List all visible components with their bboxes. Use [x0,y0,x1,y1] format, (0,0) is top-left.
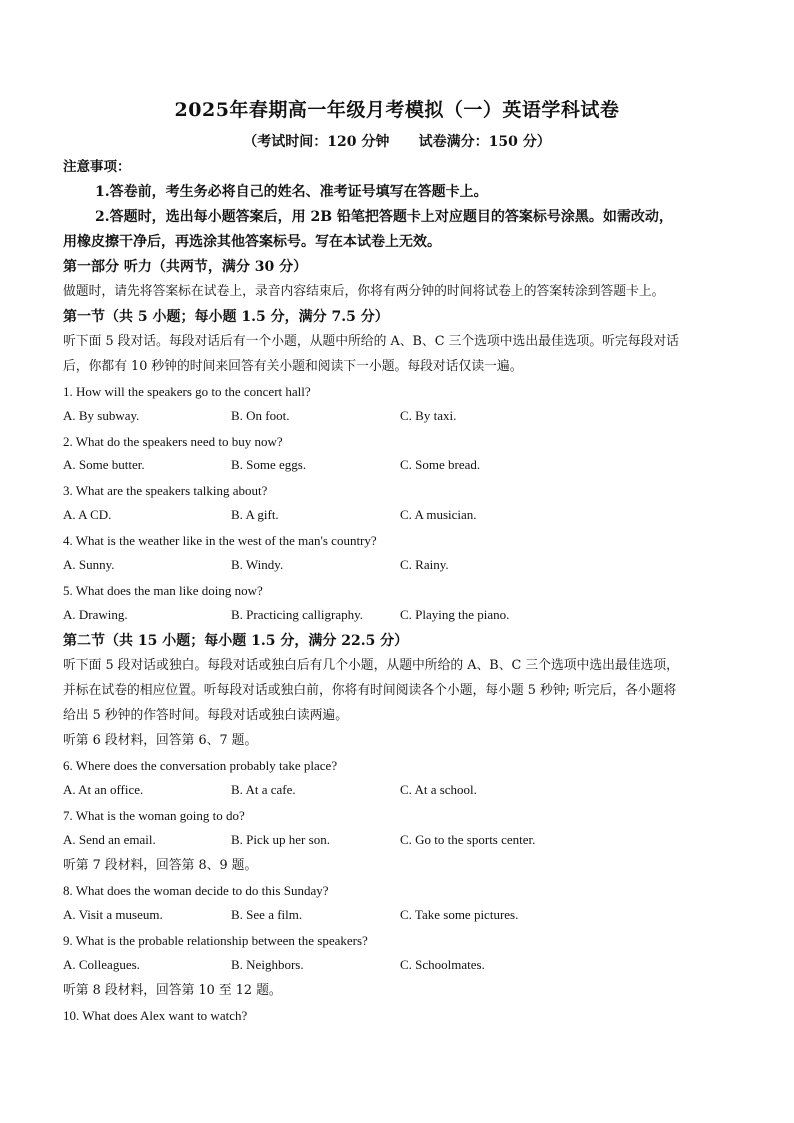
question-2-options [63,457,743,475]
exam-title: 2025年春期高一年级月考模拟（一）英语学科试卷 [174,99,620,121]
option-c: C. Rainy. [400,557,449,572]
section2-heading: 第二节（共 15 小题；每小题 1.5 分，满分 22.5 分） [63,633,409,649]
question-7-options [63,832,743,850]
notes-heading: 注意事项： [63,159,131,175]
question-5-options [63,607,743,625]
option-b: B. On foot. [231,408,290,423]
option-c: C. At a school. [400,782,477,797]
option-a: A. Drawing. [63,607,128,622]
option-c: C. Some bread. [400,457,481,472]
option-b: B. Neighbors. [231,957,304,972]
option-a: A. Sunny. [63,557,115,572]
question-6-options [63,782,743,800]
section2-instruction-1: 听下面 5 段对话或独白。每段对话或独白后有几个小题，从题中所给的 A、B、C 三个选项中选出最佳选项， [63,658,679,673]
section2-instruction-3: 给出 5 秒钟的作答时间。每段对话或独白读两遍。 [63,708,349,723]
option-a: A. Colleagues. [63,957,140,972]
question-8-options [63,907,743,925]
option-b: B. Some eggs. [231,457,307,472]
option-c: C. Playing the piano. [400,607,510,622]
option-c: C. Schoolmates. [400,957,485,972]
section1-instruction-2: 后，你都有 10 秒钟的时间来回答有关小题和阅读下一小题。每段对话仅读一遍。 [63,359,523,374]
option-b: B. See a film. [231,907,303,922]
material-6-label: 听第 6 段材料，回答第 6、7 题。 [63,733,258,748]
question-4: 4. What is the weather like in the west of the man's country? [63,533,377,548]
option-c: C. Take some pictures. [400,907,519,922]
option-a: A. By subway. [63,408,140,423]
question-9-options [63,957,743,975]
question-8: 8. What does the woman decide to do this Sunday? [63,883,329,898]
question-3-options [63,507,743,525]
question-9: 9. What is the probable relationship between the speakers? [63,933,368,948]
question-7: 7. What is the woman going to do? [63,808,245,823]
option-b: B. A gift. [231,507,279,522]
question-1-options [63,408,743,426]
question-6: 6. Where does the conversation probably take place? [63,758,338,773]
question-2: 2. What do the speakers need to buy now? [63,434,283,449]
section2-instruction-2: 并标在试卷的相应位置。听每段对话或独白前，你将有时间阅读各个小题，每小题 5 秒钟; 听完后，各小题将 [63,683,677,698]
note-item-2-cont: 用橡皮擦干净后，再选涂其他答案标号。写在本试卷上无效。 [63,234,441,250]
option-a: A. Send an email. [63,832,156,847]
note-item-1: 1.答卷前，考生务必将自己的姓名、准考证号填写在答题卡上。 [95,184,488,200]
option-b: B. Practicing calligraphy. [231,607,364,622]
part1-instruction: 做题时，请先将答案标在试卷上，录音内容结束后，你将有两分钟的时间将试卷上的答案转涂到答题卡上。 [63,284,665,299]
option-c: C. A musician. [400,507,477,522]
exam-subtitle: （考试时间：120 分钟 试卷满分：150 分） [243,134,551,150]
option-b: B. At a cafe. [231,782,296,797]
question-5: 5. What does the man like doing now? [63,583,263,598]
material-7-label: 听第 7 段材料，回答第 8、9 题。 [63,858,258,873]
option-c: C. By taxi. [400,408,457,423]
question-1: 1. How will the speakers go to the concert hall? [63,384,311,399]
section1-heading: 第一节（共 5 小题；每小题 1.5 分，满分 7.5 分） [63,309,389,325]
option-a: A. A CD. [63,507,112,522]
section1-instruction-1: 听下面 5 段对话。每段对话后有一个小题，从题中所给的 A、B、C 三个选项中选出最佳选项。听完每段对话 [63,334,679,349]
option-a: A. At an office. [63,782,144,797]
option-c: C. Go to the sports center. [400,832,536,847]
option-b: B. Pick up her son. [231,832,330,847]
part1-heading: 第一部分 听力（共两节，满分 30 分） [63,259,308,275]
option-a: A. Some butter. [63,457,145,472]
question-10: 10. What does Alex want to watch? [63,1008,248,1023]
question-3: 3. What are the speakers talking about? [63,483,268,498]
note-item-2: 2.答题时，选出每小题答案后，用 2B 铅笔把答题卡上对应题目的答案标号涂黑。如需改动， [95,209,673,225]
option-b: B. Windy. [231,557,284,572]
option-a: A. Visit a museum. [63,907,163,922]
question-4-options [63,557,743,575]
material-8-label: 听第 8 段材料，回答第 10 至 12 题。 [63,983,282,998]
